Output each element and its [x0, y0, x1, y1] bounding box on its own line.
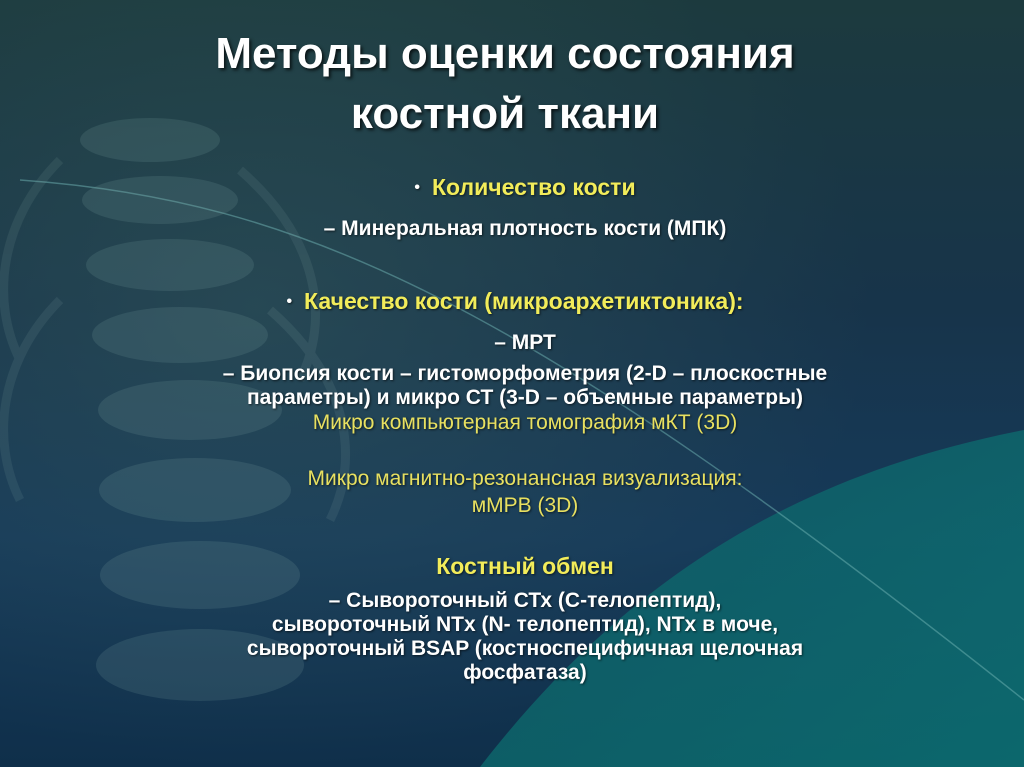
- slide-title: [0, 24, 1010, 144]
- biopsy-line-1: – Биопсия кости – гистоморфометрия (2-D – плоскостные: [222, 362, 828, 385]
- title-line-1: Методы оценки состояния: [215, 29, 795, 78]
- turnover-line-4: фосфатаза): [463, 661, 587, 684]
- turnover-line-2: сывороточный NTx (N- телопептид), NTx в моче,: [271, 613, 779, 636]
- quality-heading: Качество кости (микроархетиктоника):: [304, 288, 744, 314]
- quality-heading-row: [0, 288, 1024, 315]
- bullet-icon: •: [414, 179, 420, 196]
- quantity-heading-row: [0, 174, 1024, 201]
- title-line-2: костной ткани: [350, 89, 660, 138]
- turnover-heading: Костный обмен: [436, 553, 614, 579]
- micro-ct-item: Микро компьютерная томография мКТ (3D): [312, 411, 738, 434]
- micro-mri-line-1: Микро магнитно-резонансная визуализация:: [307, 467, 743, 490]
- biopsy-line-2: параметры) и микро СТ (3-D – объемные параметры): [246, 386, 804, 409]
- micro-mri-line-2: мМРВ (3D): [471, 494, 579, 517]
- bone-density-item: – Минеральная плотность кости (МПК): [323, 217, 727, 240]
- mrt-item: – МРТ: [494, 331, 556, 354]
- turnover-line-1: – Сывороточный СТх (С-телопептид),: [328, 589, 722, 612]
- bullet-icon: •: [286, 293, 293, 310]
- quantity-heading: Количество кости: [432, 174, 636, 200]
- turnover-line-3: сывороточный BSAP (костноспецифичная щелочная: [246, 637, 804, 660]
